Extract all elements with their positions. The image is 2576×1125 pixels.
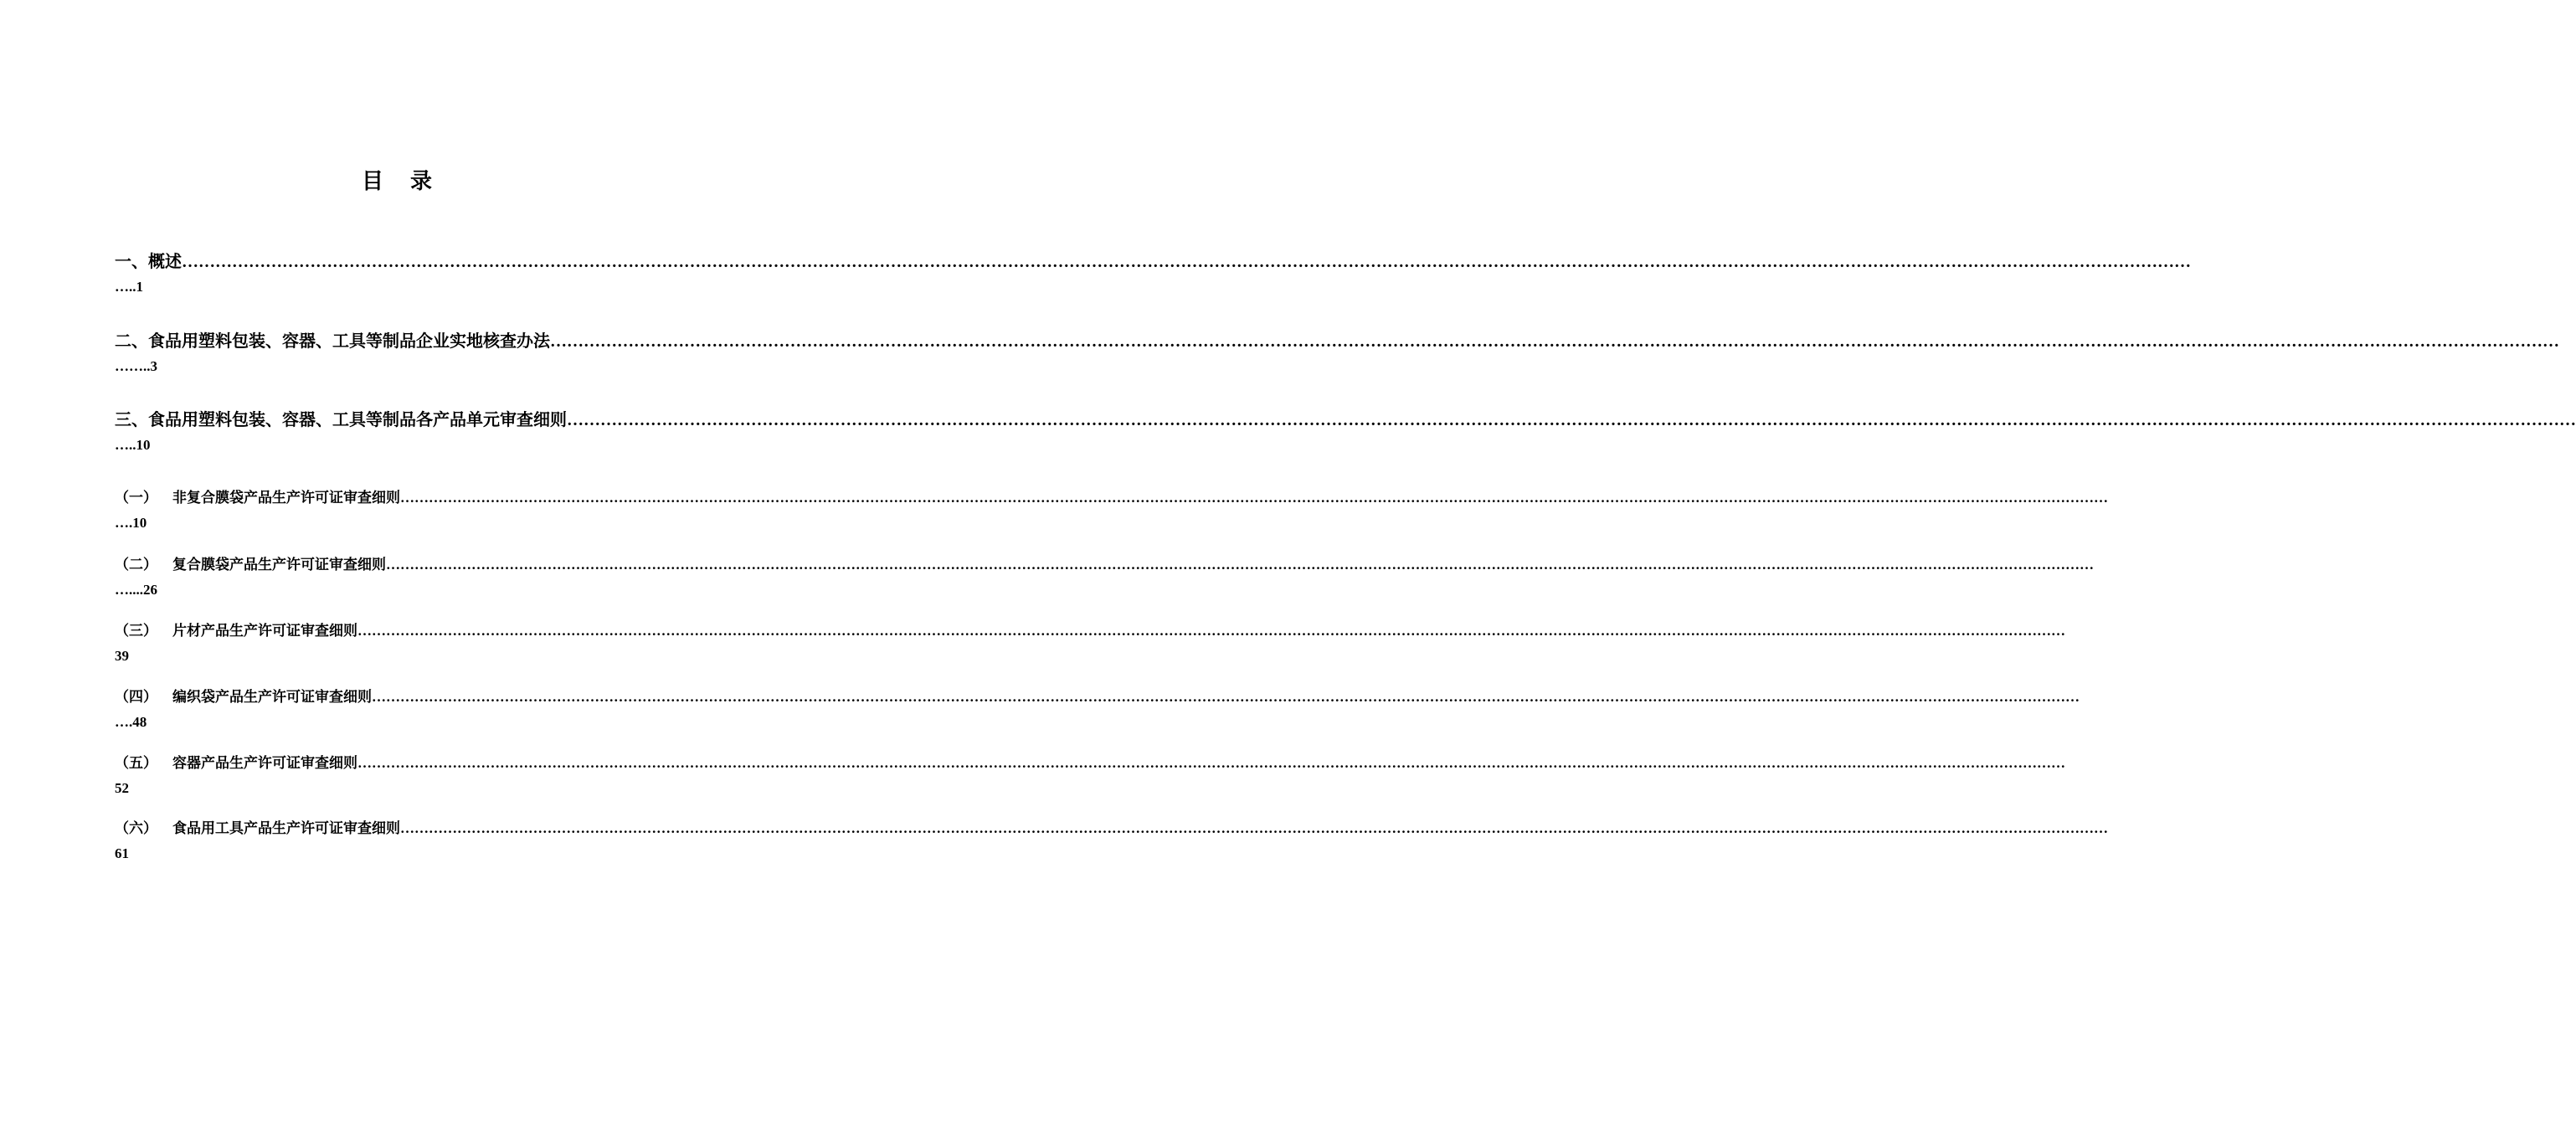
- toc-entry-label: 食品用工具产品生产许可证审查细则: [172, 820, 400, 837]
- toc-entry-label: 复合膜袋产品生产许可证审查细则: [172, 557, 386, 573]
- toc-leader-dots: ………………………………………………………………………………………………………………………………………………………………………………………………………………………………………………………………………………………………………………………………: [400, 820, 2108, 836]
- toc-entry-3-3[interactable]: [115, 619, 2065, 665]
- toc-entry-1[interactable]: [115, 248, 2191, 295]
- toc-entry-3-5[interactable]: [115, 751, 2065, 797]
- toc-leader-dots: ………………………………………………………………………………………………………………………………………………………………………………………………………………………………………………………………………………………………………………………………: [400, 490, 2108, 506]
- toc-entry-number: （二）: [115, 557, 157, 573]
- toc-leader-dots: ………………………………………………………………………………………………………………………………………………………………………………………………………………………………………………………………………………………………………………………………: [182, 253, 2191, 271]
- toc-entry-page: ….10: [115, 515, 147, 531]
- toc-leader-dots: ………………………………………………………………………………………………………………………………………………………………………………………………………………………………………………………………………………………………………………………………: [386, 557, 2094, 573]
- toc-entry-page: 61: [115, 845, 129, 861]
- toc-leader-dots: ………………………………………………………………………………………………………………………………………………………………………………………………………………………………………………………………………………………………………………………………: [550, 332, 2559, 351]
- toc-entry-page: 52: [115, 780, 129, 796]
- toc-entry-3-1[interactable]: [115, 485, 2108, 532]
- toc-leader-dots: ………………………………………………………………………………………………………………………………………………………………………………………………………………………………………………………………………………………………………………………………: [357, 755, 2065, 771]
- toc-entry-label: 编织袋产品生产许可证审查细则: [172, 689, 372, 706]
- toc-title-left: 目: [361, 169, 385, 194]
- toc-title: [0, 164, 795, 195]
- toc-entry-page: …....26: [115, 582, 157, 598]
- toc-entry-2[interactable]: [115, 327, 2559, 375]
- toc-entry-label: 一、概述: [115, 251, 182, 271]
- toc-entry-3-2[interactable]: [115, 552, 2094, 598]
- toc-entry-label: 片材产品生产许可证审查细则: [172, 623, 357, 640]
- toc-entry-number: （五）: [115, 755, 157, 772]
- toc-entry-page: ….48: [115, 714, 147, 730]
- toc-entry-page: 39: [115, 648, 129, 664]
- toc-entry-3-6[interactable]: [115, 816, 2108, 862]
- toc-entry-page: …..10: [115, 437, 151, 453]
- toc-leader-dots: ………………………………………………………………………………………………………………………………………………………………………………………………………………………………………………………………………………………………………………………………: [357, 623, 2065, 639]
- toc-entry-label: 容器产品生产许可证审查细则: [172, 755, 357, 772]
- toc-title-right: 录: [410, 169, 434, 194]
- toc-entry-number: （四）: [115, 689, 157, 706]
- toc-entry-label: 非复合膜袋产品生产许可证审查细则: [172, 490, 400, 506]
- toc-entry-page: …..1: [115, 279, 143, 295]
- toc-entry-number: （一）: [115, 490, 157, 506]
- toc-entry-3-4[interactable]: [115, 685, 2080, 731]
- toc-entry-page: ……..3: [115, 358, 157, 374]
- toc-entry-3[interactable]: [115, 406, 2576, 454]
- toc-entry-number: （六）: [115, 820, 157, 837]
- toc-leader-dots: ………………………………………………………………………………………………………………………………………………………………………………………………………………………………………………………………………………………………………………………………: [567, 411, 2576, 429]
- toc-entry-label: 二、食品用塑料包装、容器、工具等制品企业实地核查办法: [115, 331, 550, 351]
- toc-entry-number: （三）: [115, 623, 157, 640]
- toc-leader-dots: ………………………………………………………………………………………………………………………………………………………………………………………………………………………………………………………………………………………………………………………………: [372, 689, 2080, 705]
- toc-entry-label: 三、食品用塑料包装、容器、工具等制品各产品单元审查细则: [115, 409, 567, 429]
